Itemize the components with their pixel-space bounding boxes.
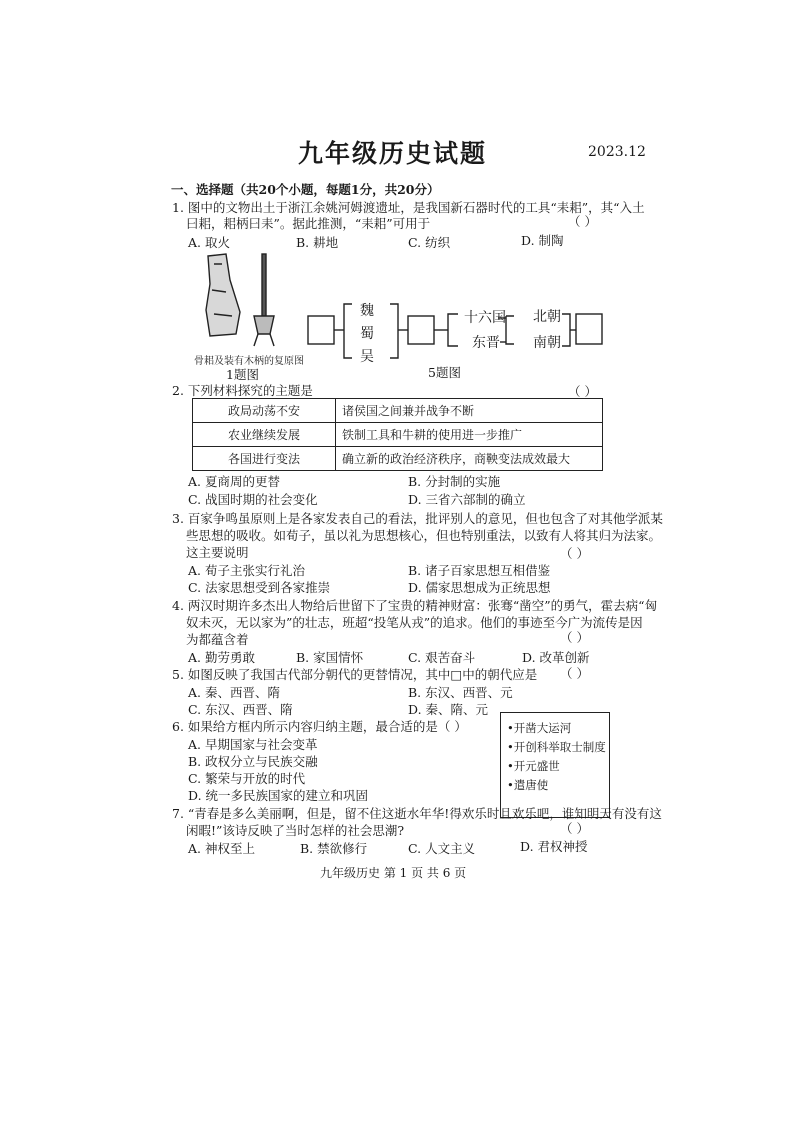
- q5-option-a: A. 秦、西晋、隋: [188, 685, 280, 700]
- q4-answer-paren: （ ）: [560, 630, 589, 645]
- q3-line1: 3. 百家争鸣虽原则上是各家发表自己的看法，批评别人的意见，但也包含了对其他学派某: [172, 511, 663, 526]
- page-title: 九年级历史试题: [298, 139, 488, 168]
- q1-option-b: B. 耕地: [296, 235, 339, 250]
- table-row: [193, 423, 603, 447]
- q7-option-c: C. 人文主义: [408, 841, 476, 856]
- table-cell: 诸侯国之间兼并战争不断: [336, 399, 603, 423]
- box-item: •开创科举取士制度: [507, 740, 606, 754]
- box-item: •开元盛世: [507, 759, 560, 773]
- q5-figure-label: 5题图: [428, 365, 461, 380]
- kingdom-wei: 魏: [360, 303, 374, 319]
- q2-answer-paren: （ ）: [568, 384, 597, 399]
- q6-summary-box: [500, 712, 610, 818]
- q1-option-c: C. 纺织: [408, 235, 451, 250]
- q2-option-d: D. 三省六部制的确立: [408, 492, 526, 507]
- q4-line3: 为都蕴含着: [186, 632, 249, 647]
- q7-option-d: D. 君权神授: [520, 839, 588, 854]
- box-item: •遣唐使: [507, 778, 549, 792]
- section-heading: 一、选择题（共20个小题，每题1分，共20分）: [171, 182, 440, 197]
- q5-option-b: B. 东汉、西晋、元: [408, 685, 513, 700]
- q6-option-b: B. 政权分立与民族交融: [188, 754, 318, 769]
- q2-stem: 2. 下列材料探究的主题是: [172, 383, 313, 398]
- table-row: [193, 399, 603, 423]
- q7-option-b: B. 禁欲修行: [300, 841, 368, 856]
- q3-line2: 些思想的吸收。如荀子，虽以礼为思想核心，但也特别重法，以致有人将其归为法家。: [186, 528, 662, 543]
- q5-stem: 5. 如图反映了我国古代部分朝代的更替情况，其中□中的朝代应是: [172, 667, 538, 682]
- q3-option-a: A. 荀子主张实行礼治: [188, 563, 305, 578]
- q2-option-b: B. 分封制的实施: [408, 474, 501, 489]
- q7-line1: 7. “青春是多么美丽啊，但是，留不住这逝水年华!得欢乐时且欢乐吧，谁知明天有没有这: [172, 806, 662, 821]
- table-cell: 政局动荡不安: [193, 399, 336, 423]
- q2-option-c: C. 战国时期的社会变化: [188, 492, 318, 507]
- q3-option-c: C. 法家思想受到各家推崇: [188, 580, 331, 595]
- q5-option-c: C. 东汉、西晋、隋: [188, 702, 293, 717]
- box-item: •开凿大运河: [507, 721, 572, 735]
- table-cell: 农业继续发展: [193, 423, 336, 447]
- q2-material-table: [192, 398, 603, 471]
- kingdom-wu: 吴: [360, 349, 374, 365]
- table-cell: 铁制工具和牛耕的使用进一步推广: [336, 423, 603, 447]
- q1-image-caption: 骨耜及装有木柄的复原图: [194, 356, 304, 367]
- q6-option-a: A. 早期国家与社会变革: [188, 737, 318, 752]
- q3-answer-paren: （ ）: [560, 546, 589, 561]
- table-cell: 确立新的政治经济秩序，商鞅变法成效最大: [336, 447, 603, 471]
- q6-option-c: C. 繁荣与开放的时代: [188, 771, 306, 786]
- table-row: [193, 447, 603, 471]
- q6-stem: 6. 如果给方框内所示内容归纳主题，最合适的是（ ）: [172, 719, 467, 734]
- q5-option-d: D. 秦、隋、元: [408, 702, 489, 717]
- q3-option-b: B. 诸子百家思想互相借鉴: [408, 563, 551, 578]
- q1-answer-paren: （ ）: [568, 214, 597, 229]
- q7-line2: 闲暇!”该诗反映了当时怎样的社会思潮?: [186, 823, 405, 838]
- q4-option-b: B. 家国情怀: [296, 650, 364, 665]
- q4-option-d: D. 改革创新: [522, 650, 590, 665]
- q4-option-c: C. 艰苦奋斗: [408, 650, 476, 665]
- q3-line3: 这主要说明: [186, 545, 249, 560]
- q1-line1: 1. 图中的文物出土于浙江余姚河姆渡遗址，是我国新石器时代的工具“耒耜”，其“入土: [172, 200, 645, 215]
- q1-figure-label: 1题图: [226, 367, 259, 382]
- q1-option-a: A. 取火: [188, 235, 230, 250]
- q4-option-a: A. 勤劳勇敢: [188, 650, 255, 665]
- q5-answer-paren: （ ）: [560, 666, 589, 681]
- sixteen-kingdoms: 十六国: [464, 310, 506, 326]
- bone-spade-illustration: [196, 250, 286, 350]
- q4-line2: 奴未灭，无以家为”的壮志，班超“投笔从戎”的追求。他们的事迹至今广为流传是因: [186, 615, 643, 630]
- kingdom-shu: 蜀: [360, 326, 374, 342]
- dynasty-succession-diagram: [300, 298, 610, 366]
- northern-dynasties: 北朝: [533, 309, 561, 325]
- q4-line1: 4. 两汉时期许多杰出人物给后世留下了宝贵的精神财富：张骞“凿空”的勇气，霍去病“匈: [172, 598, 658, 613]
- eastern-jin: 东晋: [472, 335, 500, 351]
- exam-date: 2023.12: [588, 144, 646, 160]
- q3-option-d: D. 儒家思想成为正统思想: [408, 580, 551, 595]
- southern-dynasties: 南朝: [533, 335, 561, 351]
- q1-line2: 曰耜，耜柄曰耒”。据此推测，“耒耜”可用于: [186, 216, 431, 231]
- table-cell: 各国进行变法: [193, 447, 336, 471]
- q1-option-d: D. 制陶: [521, 233, 564, 248]
- page-footer: 九年级历史 第 1 页 共 6 页: [320, 866, 467, 880]
- q7-answer-paren: （ ）: [560, 821, 589, 836]
- q7-option-a: A. 神权至上: [188, 841, 255, 856]
- q2-option-a: A. 夏商周的更替: [188, 474, 280, 489]
- q6-option-d: D. 统一多民族国家的建立和巩固: [188, 788, 369, 803]
